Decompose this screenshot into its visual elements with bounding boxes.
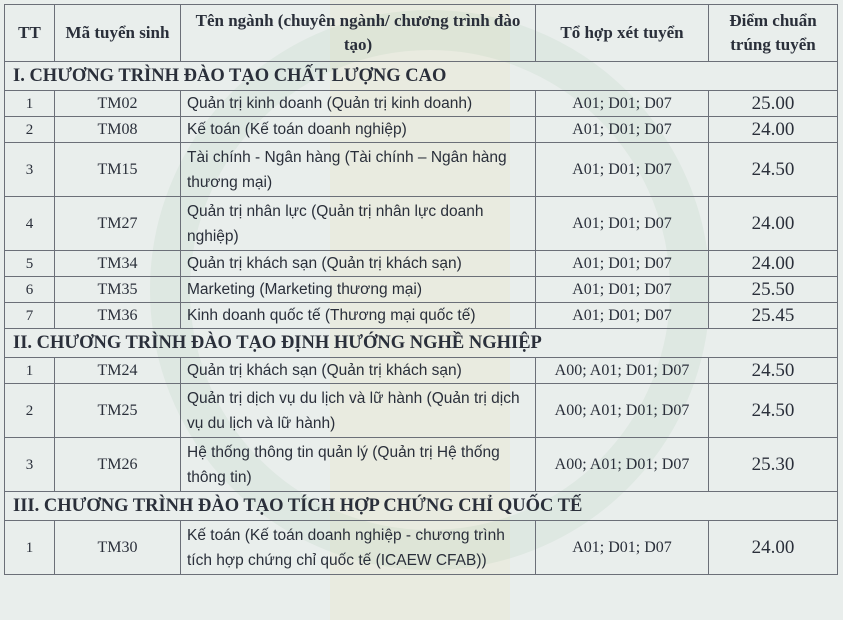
cell-cutoff-score: 24.00 (709, 251, 838, 277)
section-header-row (5, 329, 838, 358)
cell-code: TM24 (55, 358, 181, 384)
table-row (5, 197, 838, 251)
table-row (5, 384, 838, 438)
cell-subject-combination: A00; A01; D01; D07 (536, 384, 709, 438)
cell-tt: 7 (5, 303, 55, 329)
cell-cutoff-score: 24.00 (709, 117, 838, 143)
cell-tt: 2 (5, 384, 55, 438)
cell-subject-combination: A01; D01; D07 (536, 251, 709, 277)
cell-subject-combination: A01; D01; D07 (536, 91, 709, 117)
cell-cutoff-score: 25.45 (709, 303, 838, 329)
table-row (5, 277, 838, 303)
cell-tt: 4 (5, 197, 55, 251)
cell-code: TM25 (55, 384, 181, 438)
cell-code: TM30 (55, 521, 181, 575)
cell-code: TM36 (55, 303, 181, 329)
section-header-row (5, 492, 838, 521)
header-combo: Tổ hợp xét tuyển (536, 5, 709, 62)
section-title: II. CHƯƠNG TRÌNH ĐÀO TẠO ĐỊNH HƯỚNG NGHỀ NGHIỆP (5, 329, 838, 358)
cell-program-name: Quản trị khách sạn (Quản trị khách sạn) (181, 251, 536, 277)
cell-code: TM02 (55, 91, 181, 117)
cell-tt: 1 (5, 521, 55, 575)
cell-program-name: Marketing (Marketing thương mại) (181, 277, 536, 303)
cell-subject-combination: A00; A01; D01; D07 (536, 438, 709, 492)
header-code-text: Mã tuyển sinh (65, 23, 170, 42)
header-name (181, 5, 536, 62)
cell-program-name: Quản trị nhân lực (Quản trị nhân lực doanh nghiệp) (181, 197, 536, 251)
admission-score-table (4, 4, 838, 575)
table-row (5, 91, 838, 117)
cell-program-name: Hệ thống thông tin quản lý (Quản trị Hệ thống thông tin) (181, 438, 536, 492)
cell-tt: 3 (5, 438, 55, 492)
table-header-row (5, 5, 838, 62)
section-title: III. CHƯƠNG TRÌNH ĐÀO TẠO TÍCH HỢP CHỨNG CHỈ QUỐC TẾ (5, 492, 838, 521)
table-row (5, 143, 838, 197)
header-tt: TT (5, 5, 55, 62)
cell-tt: 1 (5, 91, 55, 117)
cell-cutoff-score: 24.00 (709, 521, 838, 575)
cell-cutoff-score: 24.50 (709, 358, 838, 384)
cell-code: TM27 (55, 197, 181, 251)
cell-code: TM34 (55, 251, 181, 277)
cell-subject-combination: A01; D01; D07 (536, 521, 709, 575)
cell-subject-combination: A01; D01; D07 (536, 277, 709, 303)
cell-subject-combination: A01; D01; D07 (536, 303, 709, 329)
cell-subject-combination: A01; D01; D07 (536, 197, 709, 251)
table-row (5, 358, 838, 384)
table-row (5, 521, 838, 575)
cell-cutoff-score: 24.50 (709, 143, 838, 197)
header-score (709, 5, 838, 62)
header-score-text: Điểm chuẩn trúng tuyển (729, 11, 817, 54)
cell-cutoff-score: 24.00 (709, 197, 838, 251)
cell-tt: 1 (5, 358, 55, 384)
cell-program-name: Kế toán (Kế toán doanh nghiệp) (181, 117, 536, 143)
cell-program-name: Quản trị kinh doanh (Quản trị kinh doanh) (181, 91, 536, 117)
cell-cutoff-score: 25.30 (709, 438, 838, 492)
cell-tt: 2 (5, 117, 55, 143)
cell-cutoff-score: 24.50 (709, 384, 838, 438)
section-title: I. CHƯƠNG TRÌNH ĐÀO TẠO CHẤT LƯỢNG CAO (5, 62, 838, 91)
cell-cutoff-score: 25.50 (709, 277, 838, 303)
table-row (5, 117, 838, 143)
cell-program-name: Kinh doanh quốc tế (Thương mại quốc tế) (181, 303, 536, 329)
cell-program-name: Quản trị khách sạn (Quản trị khách sạn) (181, 358, 536, 384)
cell-cutoff-score: 25.00 (709, 91, 838, 117)
cell-tt: 3 (5, 143, 55, 197)
cell-tt: 5 (5, 251, 55, 277)
cell-subject-combination: A01; D01; D07 (536, 117, 709, 143)
cell-program-name: Quản trị dịch vụ du lịch và lữ hành (Quản trị dịch vụ du lịch và lữ hành) (181, 384, 536, 438)
table-row (5, 251, 838, 277)
cell-code: TM35 (55, 277, 181, 303)
section-header-row (5, 62, 838, 91)
table-row (5, 303, 838, 329)
cell-code: TM15 (55, 143, 181, 197)
cell-code: TM08 (55, 117, 181, 143)
cell-tt: 6 (5, 277, 55, 303)
header-code (55, 5, 181, 62)
cell-program-name: Kế toán (Kế toán doanh nghiệp - chương trình tích hợp chứng chỉ quốc tế (ICAEW CFAB)) (181, 521, 536, 575)
cell-subject-combination: A01; D01; D07 (536, 143, 709, 197)
cell-subject-combination: A00; A01; D01; D07 (536, 358, 709, 384)
cell-code: TM26 (55, 438, 181, 492)
header-name-text: Tên ngành (chuyên ngành/ chương trình đào tạo) (195, 11, 521, 54)
cell-program-name: Tài chính - Ngân hàng (Tài chính – Ngân hàng thương mại) (181, 143, 536, 197)
table-row (5, 438, 838, 492)
